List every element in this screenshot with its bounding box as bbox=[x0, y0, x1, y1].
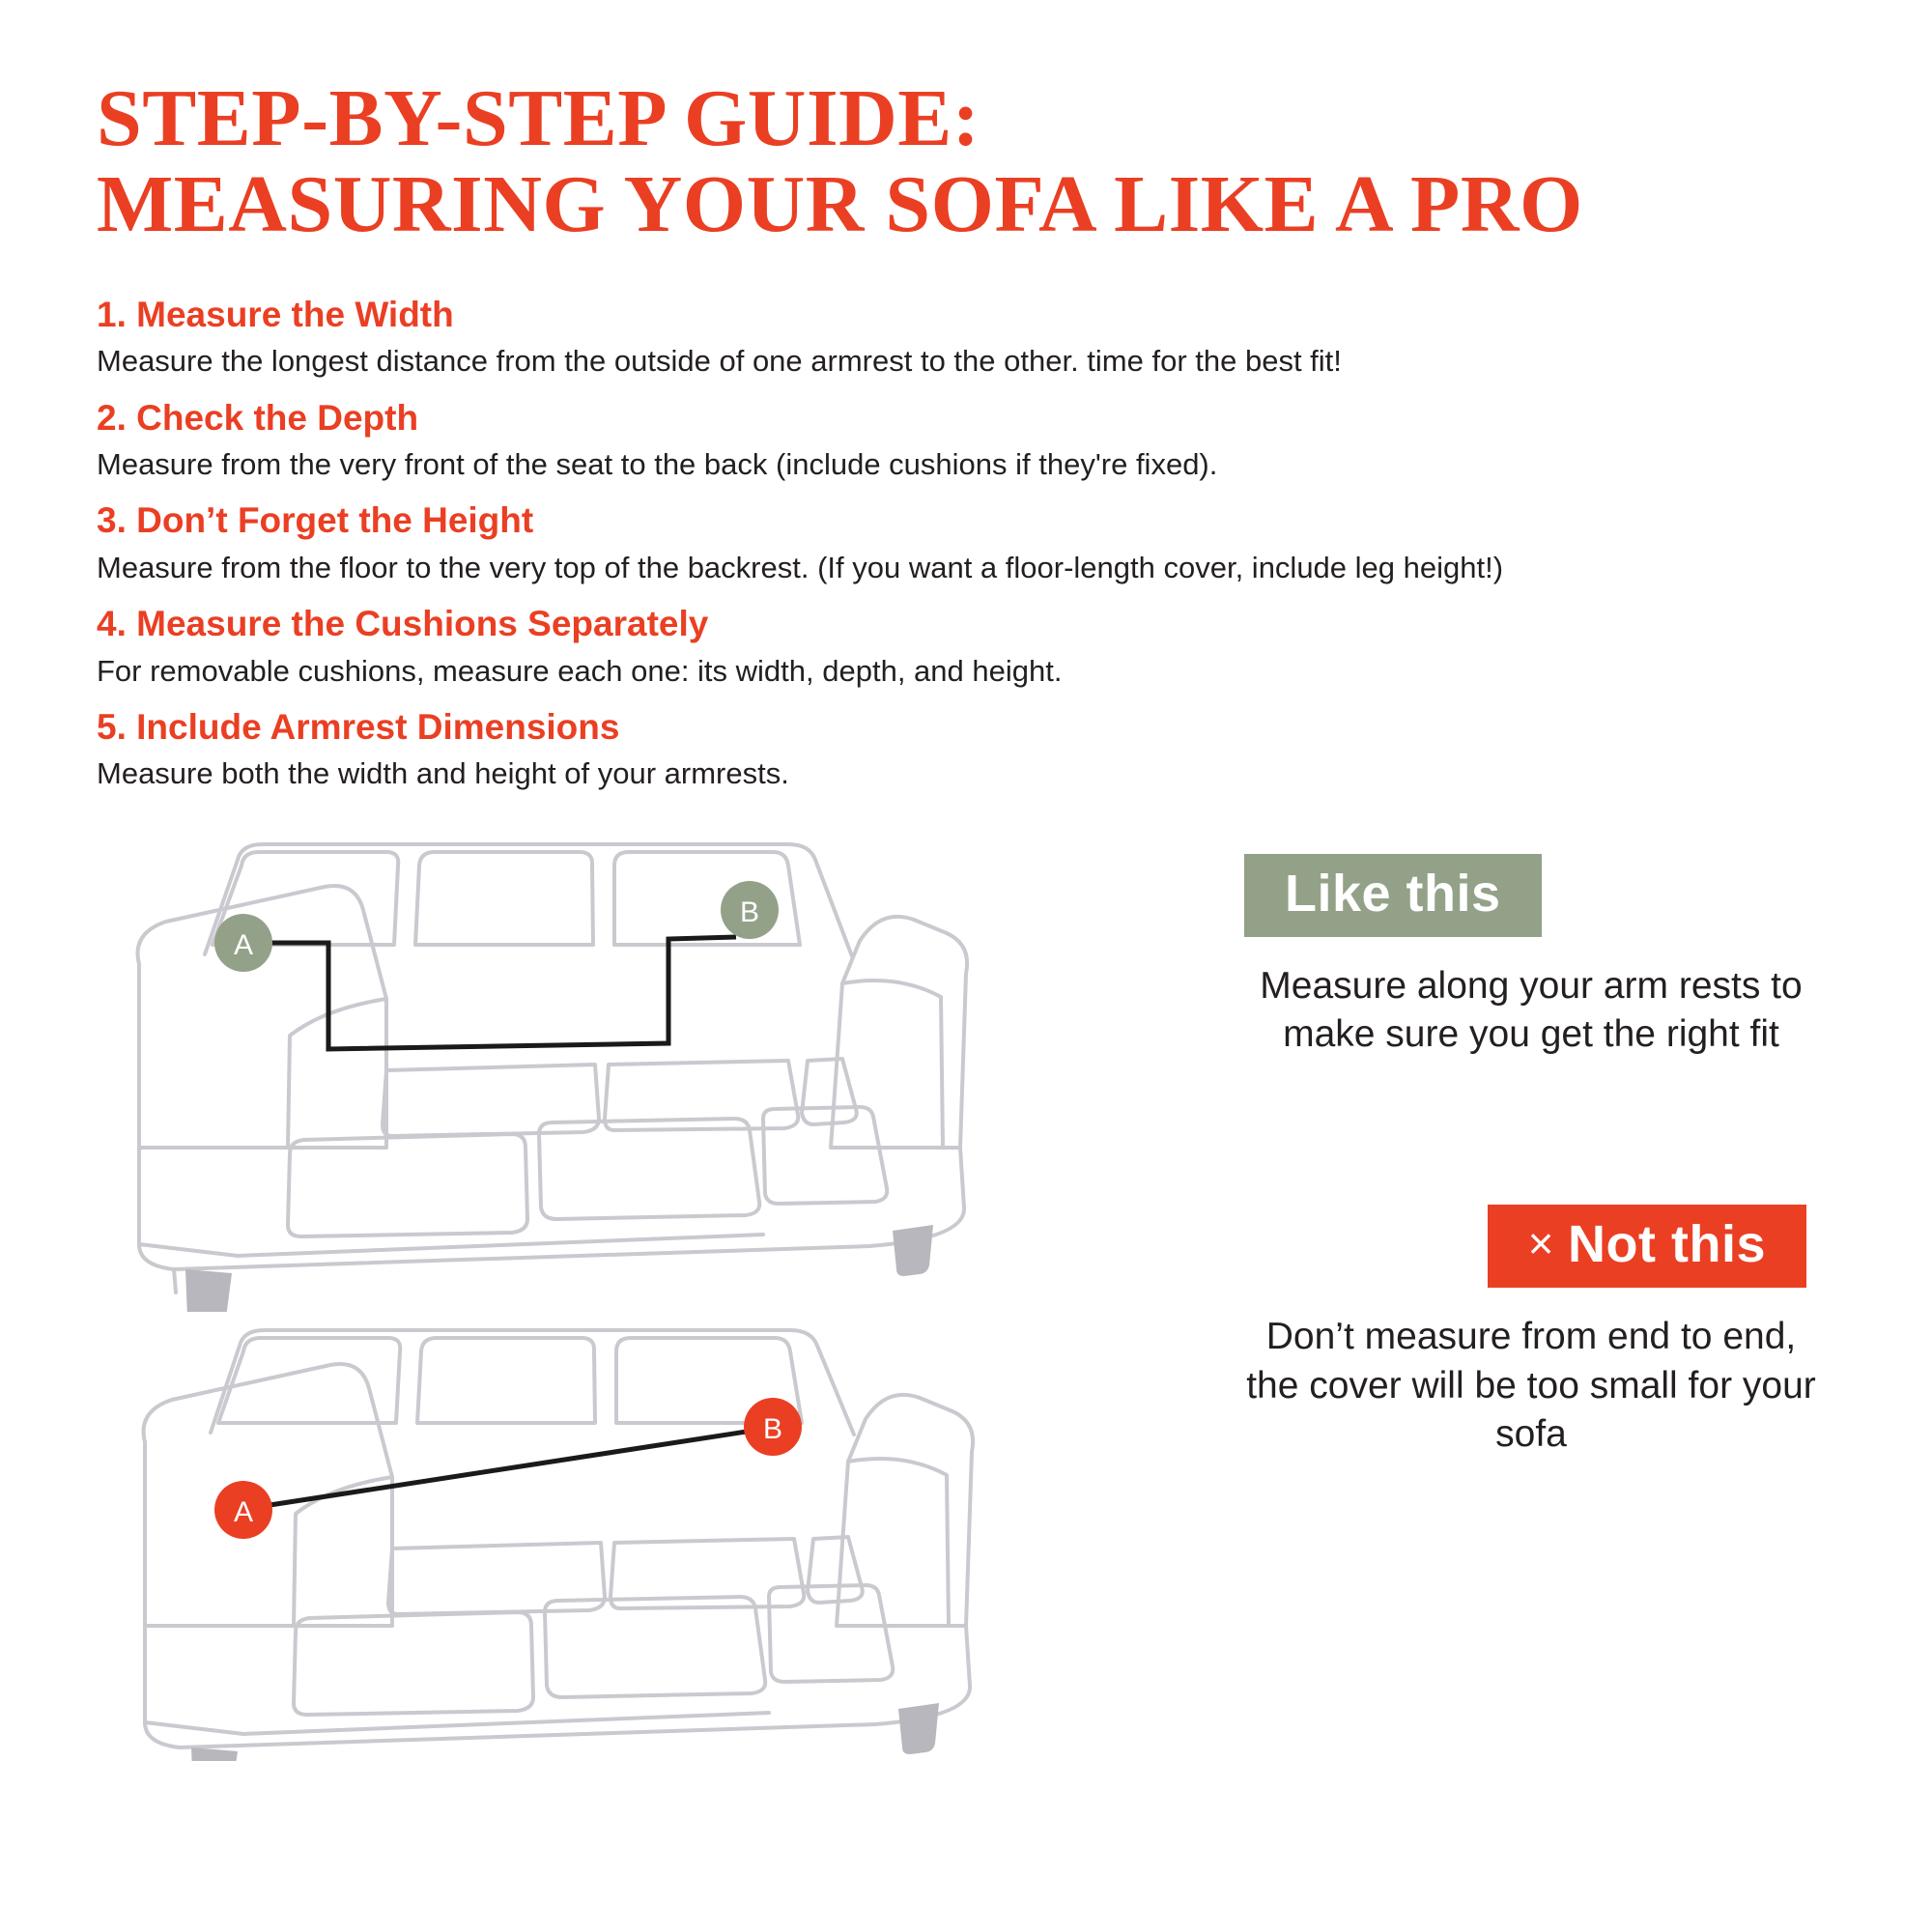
page-title bbox=[97, 0, 1835, 250]
step-3-body: Measure from the floor to the very top of the backrest. (If you want a floor-length cover, include leg height!) bbox=[97, 550, 1504, 584]
sofa-diagram-correct bbox=[97, 829, 1179, 1317]
step-item bbox=[97, 294, 1835, 382]
sofa-illustration-correct bbox=[97, 829, 1179, 1312]
callouts-column bbox=[1179, 829, 1835, 1766]
measurement-path-incorrect bbox=[251, 1429, 765, 1508]
like-this-badge: Like this bbox=[1244, 854, 1542, 937]
step-5-heading: 5. Include Armrest Dimensions bbox=[97, 706, 620, 747]
step-1-body: Measure the longest distance from the outside of one armrest to the other. time for the best fit! bbox=[97, 344, 1342, 379]
step-4-heading: 4. Measure the Cushions Separately bbox=[97, 604, 709, 644]
callout-not-this bbox=[1227, 1205, 1835, 1460]
step-2-heading: 2. Check the Depth bbox=[97, 397, 419, 438]
step-item bbox=[97, 499, 1835, 587]
not-this-text: Don’t measure from end to end, the cover will be too small for your sofa bbox=[1246, 1315, 1816, 1456]
like-this-text: Measure along your arm rests to make sure you get the right fit bbox=[1260, 964, 1803, 1056]
marker-b-correct-label: B bbox=[739, 895, 760, 928]
marker-b-correct bbox=[721, 881, 779, 939]
marker-b-incorrect-label: B bbox=[762, 1412, 783, 1445]
sofa-diagram-incorrect bbox=[97, 1317, 1179, 1766]
step-4-body: For removable cushions, measure each one: its width, depth, and height. bbox=[97, 653, 1063, 688]
marker-b-incorrect bbox=[744, 1398, 802, 1456]
cross-icon: × bbox=[1527, 1217, 1555, 1268]
not-this-badge-label: Not this bbox=[1568, 1214, 1766, 1273]
sofa-illustration-incorrect bbox=[97, 1317, 1179, 1761]
page-title-line-2: MEASURING YOUR SOFA LIKE A PRO bbox=[97, 159, 1583, 250]
marker-a-incorrect bbox=[214, 1481, 272, 1539]
marker-a-correct-label: A bbox=[233, 928, 254, 961]
marker-a-correct bbox=[214, 914, 272, 972]
step-2-body: Measure from the very front of the seat to the back (include cushions if they're fixed). bbox=[97, 447, 1218, 482]
callout-like-this bbox=[1227, 854, 1835, 1060]
diagram-section bbox=[97, 829, 1835, 1766]
step-5-body: Measure both the width and height of your armrests. bbox=[97, 756, 789, 791]
sofa-diagrams bbox=[97, 829, 1179, 1766]
not-this-badge bbox=[1488, 1205, 1806, 1288]
callout-like-badge-wrap bbox=[1227, 854, 1835, 937]
callout-not-badge-wrap bbox=[1227, 1205, 1835, 1288]
step-item bbox=[97, 397, 1835, 485]
page-title-line-1: STEP-BY-STEP GUIDE: bbox=[97, 73, 980, 163]
step-item bbox=[97, 603, 1835, 691]
measurement-path-correct bbox=[259, 937, 736, 1049]
step-1-heading: 1. Measure the Width bbox=[97, 295, 454, 335]
marker-a-incorrect-label: A bbox=[233, 1495, 254, 1528]
steps-list bbox=[97, 294, 1835, 793]
step-item bbox=[97, 706, 1835, 794]
step-3-heading: 3. Don’t Forget the Height bbox=[97, 500, 534, 541]
